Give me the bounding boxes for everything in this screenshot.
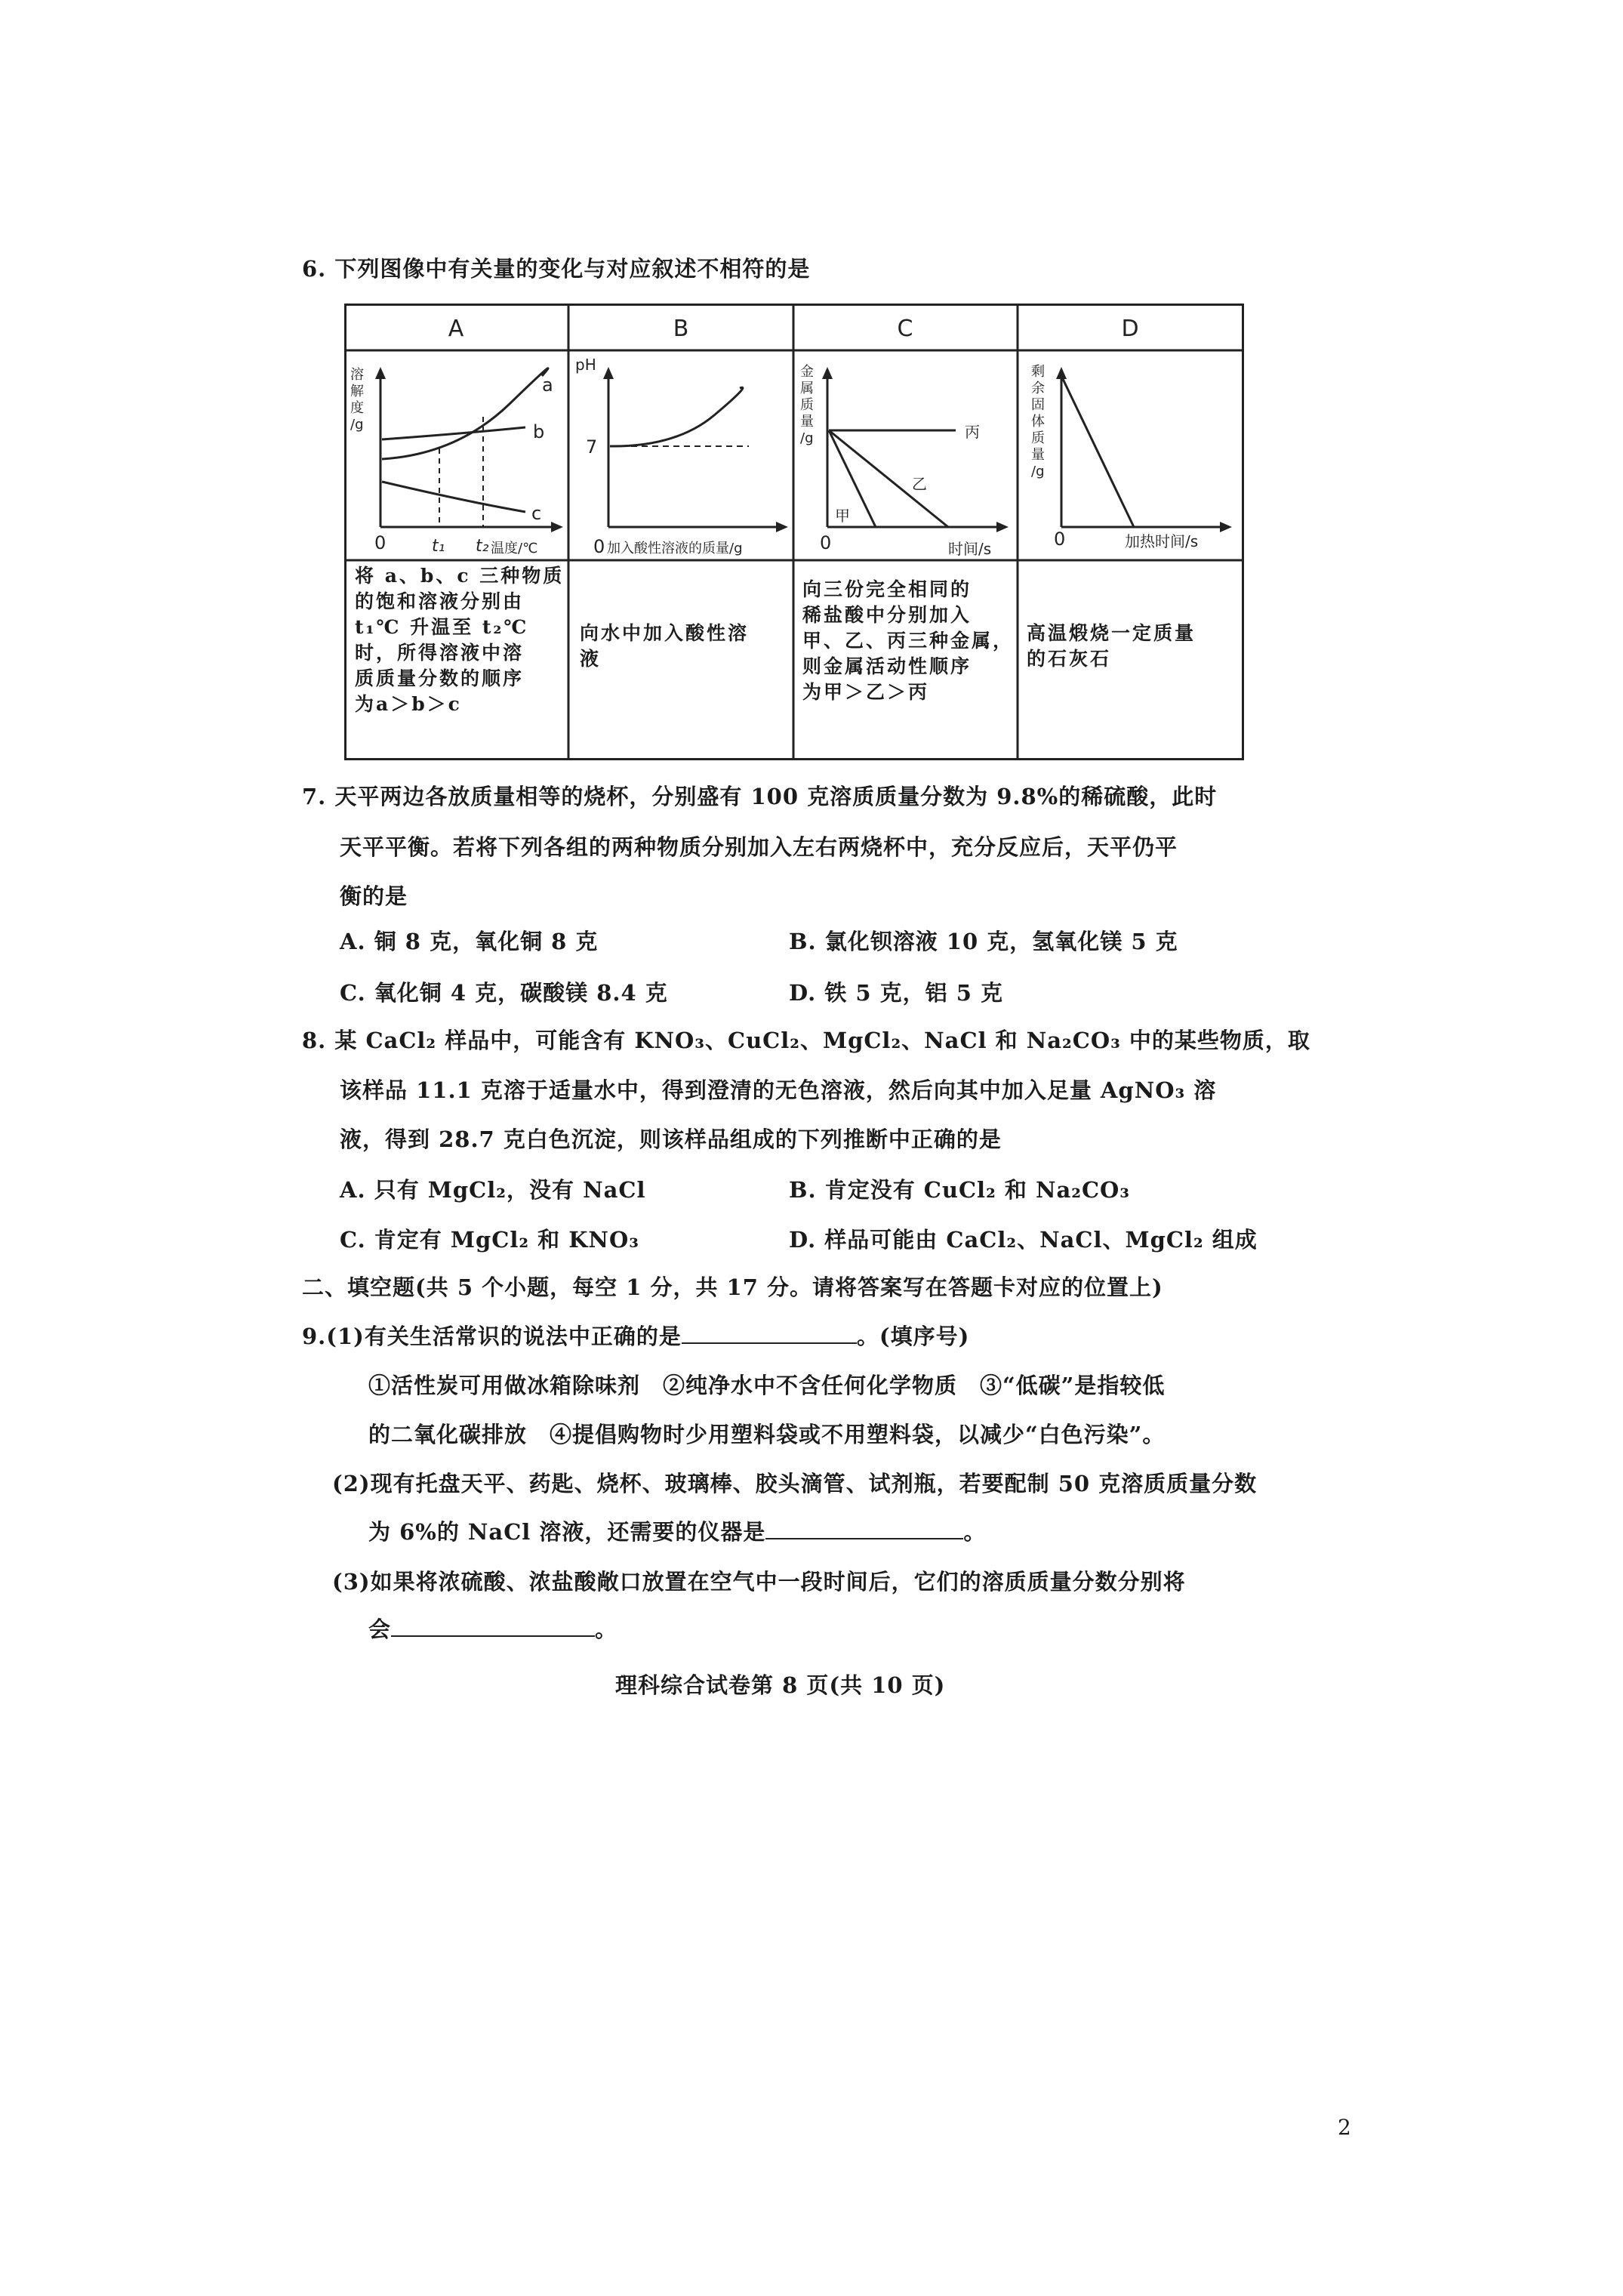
desc-a-line: 的饱和溶液分别由: [355, 590, 525, 612]
q6-stem: 6. 下列图像中有关量的变化与对应叙述不相符的是: [302, 256, 811, 282]
desc-b-line: 液: [580, 648, 602, 670]
desc-a-line: t₁℃ 升温至 t₂℃: [355, 616, 529, 638]
q9-part1-line-a: [302, 1321, 969, 1351]
chart-a: [350, 367, 563, 556]
q7-option-c: C. 氧化铜 4 克，碳酸镁 8.4 克: [340, 980, 668, 1006]
q9-part3-suffix: 。: [595, 1616, 618, 1642]
q8-option-c: C. 肯定有 MgCl₂ 和 KNO₃: [340, 1227, 639, 1253]
q8-option-d: D. 样品可能由 CaCl₂、NaCl、MgCl₂ 组成: [789, 1227, 1258, 1253]
q9-part3-line-a: (3)如果将浓硫酸、浓盐酸敞口放置在空气中一段时间后，它们的溶质质量分数分别将: [332, 1569, 1186, 1595]
chart-b-x-arrow: [776, 522, 788, 532]
header-c: C: [897, 316, 913, 342]
q8-line-2: 该样品 11.1 克溶于适量水中，得到澄清的无色溶液，然后向其中加入足量 AgNO₃ 溶: [340, 1077, 1217, 1103]
chart-c-xlabel: 时间/s: [948, 540, 992, 558]
desc-a: [355, 563, 564, 717]
chart-c-label-jia: 甲: [835, 507, 850, 525]
q7-option-d: D. 铁 5 克，铝 5 克: [789, 980, 1004, 1006]
chart-a-curve-a: [382, 368, 548, 459]
q7-line-2: 天平平衡。若将下列各组的两种物质分别加入左右两烧杯中，充分反应后，天平仍平: [340, 834, 1178, 860]
q9-part1-line-c: 的二氧化碳排放 ④提倡购物时少用塑料袋或不用塑料袋，以减少“白色污染”。: [368, 1422, 1166, 1447]
desc-b-line: 向水中加入酸性溶: [580, 622, 750, 644]
q9-part3-text: 会: [368, 1616, 392, 1642]
chart-a-label-c: c: [531, 503, 542, 524]
desc-d: [1027, 621, 1196, 672]
desc-c-line: 则金属活动性顺序: [802, 655, 972, 677]
q8-line-3: 液，得到 28.7 克白色沉淀，则该样品组成的下列推断中正确的是: [340, 1126, 1002, 1152]
desc-b: [580, 621, 749, 672]
desc-a-line: 将 a、b、c 三种物质: [355, 565, 565, 587]
chart-c-y-arrow: [822, 367, 833, 379]
chart-c: [800, 364, 1009, 558]
desc-a-line: 为a＞b＞c: [355, 693, 462, 715]
q9-part2-text: 为 6%的 NaCl 溶液，还需要的仪器是: [368, 1519, 766, 1545]
desc-c-line: 稀盐酸中分别加入: [802, 604, 972, 626]
q7-option-b: B. 氯化钡溶液 10 克，氢氧化镁 5 克: [789, 929, 1178, 954]
chart-d-ylabel: 剩余固体质量/g: [1031, 364, 1045, 479]
q9-part1-answer-blank[interactable]: [682, 1323, 857, 1344]
q8-option-b: B. 肯定没有 CuCl₂ 和 Na₂CO₃: [789, 1177, 1131, 1203]
q8-line-1: 8. 某 CaCl₂ 样品中，可能含有 KNO₃、CuCl₂、MgCl₂、NaCl 和 Na₂CO₃ 中的某些物质，取: [302, 1028, 1310, 1053]
desc-c-line: 为甲＞乙＞丙: [802, 681, 930, 703]
chart-d-xlabel: 加热时间/s: [1125, 532, 1199, 550]
chart-a-label-a: a: [542, 374, 553, 396]
chart-a-x-arrow: [551, 522, 563, 532]
q9-part3-answer-blank[interactable]: [391, 1616, 595, 1637]
chart-b-ylabel: pH: [575, 356, 596, 374]
chart-a-curve-b: [382, 427, 525, 439]
header-a: A: [448, 316, 464, 342]
q7-option-a: A. 铜 8 克，氧化铜 8 克: [340, 929, 599, 954]
chart-a-ylabel: 溶解度/g: [350, 367, 364, 433]
desc-c-line: 甲、乙、丙三种金属，: [802, 630, 1015, 652]
section-2-heading: 二、填空题(共 5 个小题，每空 1 分，共 17 分。请将答案写在答题卡对应的位置上): [302, 1274, 1163, 1300]
desc-a-line: 质质量分数的顺序: [355, 667, 525, 689]
q9-part2-answer-blank[interactable]: [765, 1518, 963, 1539]
chart-a-xlabel: 温度/℃: [491, 541, 538, 556]
page-number: 2: [1338, 2115, 1352, 2140]
q9-part1-suffix: 。(填序号): [856, 1324, 970, 1349]
chart-b-origin: 0: [593, 536, 605, 557]
header-d: D: [1121, 316, 1139, 342]
chart-a-y-arrow: [375, 367, 386, 379]
chart-c-label-yi: 乙: [912, 475, 927, 493]
chart-c-label-bing: 丙: [965, 423, 980, 441]
chart-b: [575, 356, 788, 557]
chart-a-t2: t₂: [476, 537, 489, 556]
chart-b-y-arrow: [603, 367, 614, 379]
chart-a-origin: 0: [374, 532, 387, 553]
desc-c-line: 向三份完全相同的: [802, 578, 972, 600]
chart-d-y-arrow: [1056, 367, 1067, 379]
chart-a-t1: t₁: [432, 537, 445, 556]
chart-d-x-arrow: [1220, 522, 1232, 532]
desc-d-line: 高温煅烧一定质量: [1027, 622, 1196, 644]
q9-part2-suffix: 。: [963, 1519, 987, 1545]
chart-a-curve-c: [382, 482, 525, 512]
q9-part3-line-b: [368, 1614, 617, 1644]
desc-c: [802, 577, 1014, 705]
page-footer: 理科综合试卷第 8 页(共 10 页): [615, 1672, 946, 1698]
desc-d-line: 的石灰石: [1027, 648, 1112, 670]
q8-option-a: A. 只有 MgCl₂，没有 NaCl: [340, 1177, 646, 1203]
chart-b-ref7: 7: [586, 436, 598, 458]
chart-c-ylabel: 金属质量/g: [800, 364, 814, 446]
chart-b-xlabel: 加入酸性溶液的质量/g: [607, 541, 743, 556]
chart-c-x-arrow: [996, 522, 1009, 532]
chart-d: [1031, 364, 1232, 550]
chart-b-curve: [610, 387, 743, 446]
q9-part2-line-b: [368, 1517, 986, 1547]
chart-d-origin: 0: [1054, 529, 1066, 550]
chart-c-origin: 0: [820, 532, 832, 553]
q9-part1-line-b: ①活性炭可用做冰箱除味剂 ②纯净水中不含任何化学物质 ③“低碳”是指较低: [368, 1373, 1166, 1398]
chart-a-label-b: b: [533, 421, 545, 442]
q9-part2-line-a: (2)现有托盘天平、药匙、烧杯、玻璃棒、胶头滴管、试剂瓶，若要配制 50 克溶质质量分数: [332, 1471, 1258, 1496]
q7-line-3: 衡的是: [340, 883, 408, 909]
q9-part1-text: 9.(1)有关生活常识的说法中正确的是: [302, 1324, 682, 1349]
header-b: B: [673, 316, 689, 342]
q7-line-1: 7. 天平两边各放质量相等的烧杯，分别盛有 100 克溶质质量分数为 9.8%的稀硫酸，此时: [302, 784, 1218, 809]
desc-a-line: 时，所得溶液中溶: [355, 642, 525, 664]
chart-d-line: [1063, 379, 1134, 527]
